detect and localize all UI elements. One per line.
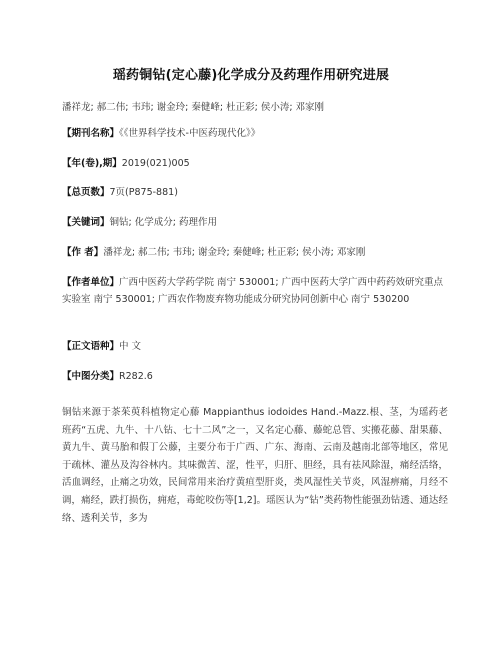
meta-affiliation-label: 【作者单位】 (62, 277, 120, 288)
meta-journal-label: 【期刊名称】 (62, 128, 120, 139)
meta-year-issue-value: 2019(021)005 (121, 158, 190, 169)
meta-classification (62, 368, 448, 385)
document-authors: 潘祥龙; 郝二伟; 韦玮; 谢金玲; 秦健峰; 杜正彩; 侯小涛; 邓家刚 (62, 102, 325, 113)
meta-language-label: 【正文语种】 (62, 341, 120, 352)
body-text (62, 404, 448, 527)
meta-language-value: 中 文 (119, 341, 142, 352)
meta-pages-value: 7页(P875-881) (109, 187, 178, 198)
meta-keywords-label: 【关键词】 (62, 217, 110, 228)
meta-authors (62, 244, 448, 261)
meta-journal-value: 《《世界科学技术-中医药现代化》》 (119, 128, 261, 139)
meta-pages-label: 【总页数】 (62, 187, 110, 198)
body-paragraph: 铜钻来源于茶茱萸科植物定心藤 Mappianthus iodoides Hand.-Mazz.根、茎，为瑶药老班药“五虎、九牛、十八钻、七十二风”之一，又名定心藤、藤蛇总管、实搬花藤、甜果藤、黄九牛、黄马胎和假丁公藤，主要分布于广西、广东、海南、云南及越南北部等地区，常见于疏林、灌丛及沟谷林内。其味微苦、涩，性平，归肝、胆经，具有祛风除湿，痛经活络，活血调经，止痛之功效，民间常用来治疗黄疸型肝炎，类风湿性关节炎，风湿痹痛，月经不调，痛经，跌打损伤，痈疮，毒蛇咬伤等[1,2]。瑶医认为“钻”类药物性能强劲钻透、通达经络、透利关节，多为 (62, 407, 448, 524)
document-title: 瑶药铜钻(定心藤)化学成分及药理作用研究进展 (112, 68, 390, 83)
meta-pages (62, 184, 448, 201)
meta-classification-value: R282.6 (119, 371, 153, 382)
meta-affiliation (62, 274, 448, 308)
meta-language (62, 338, 448, 355)
meta-classification-label: 【中图分类】 (62, 371, 120, 382)
meta-keywords-value: 铜钻; 化学成分; 药理作用 (109, 217, 217, 228)
meta-journal (62, 125, 448, 142)
meta-year-issue-label: 【年(卷),期】 (62, 158, 122, 169)
meta-keywords (62, 214, 448, 231)
meta-year-issue (62, 155, 448, 172)
meta-authors-label: 【作 者】 (62, 247, 104, 258)
meta-authors-value: 潘祥龙; 郝二伟; 韦玮; 谢金玲; 秦健峰; 杜正彩; 侯小涛; 邓家刚 (103, 247, 366, 258)
meta-affiliation-value: 广西中医药大学药学院 南宁 530001; 广西中医药大学广西中药药效研究重点实验室 南宁 530001; 广西农作物废弃物功能成分研究协同创新中心 南宁 530200 (62, 277, 444, 305)
